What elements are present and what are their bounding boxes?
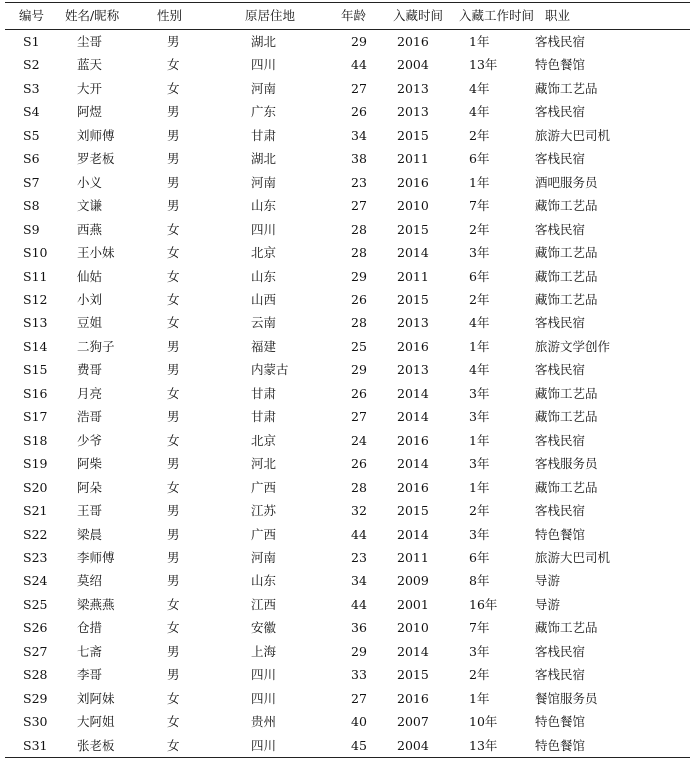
cell-gender: 女 (167, 620, 180, 636)
cell-id: S15 (23, 362, 48, 378)
cell-work-duration: 4年 (469, 104, 490, 120)
cell-work-duration: 4年 (469, 362, 490, 378)
table-body (5, 30, 690, 758)
header-work-duration: 入藏工作时间 (459, 3, 523, 30)
cell-occupation: 旅游文学创作 (535, 338, 611, 354)
cell-name: 月亮 (77, 385, 103, 401)
cell-id: S7 (23, 174, 40, 190)
cell-age: 45 (351, 737, 367, 753)
cell-id: S16 (23, 385, 48, 401)
cell-entry-year: 2016 (397, 479, 429, 495)
cell-origin: 上海 (251, 643, 277, 659)
cell-name: 豆姐 (77, 315, 103, 331)
cell-occupation: 藏饰工艺品 (535, 479, 598, 495)
cell-gender: 男 (167, 503, 180, 519)
header-occupation: 职业 (523, 3, 690, 30)
cell-name: 浩哥 (77, 409, 103, 425)
cell-id: S8 (23, 198, 40, 214)
table-row (5, 452, 690, 475)
cell-occupation: 特色餐馆 (535, 526, 586, 542)
cell-work-duration: 1年 (469, 432, 490, 448)
cell-origin: 四川 (251, 667, 277, 683)
cell-work-duration: 7年 (469, 198, 490, 214)
cell-name: 王哥 (77, 503, 103, 519)
table-row (5, 593, 690, 616)
cell-id: S29 (23, 690, 48, 706)
cell-occupation: 导游 (535, 573, 561, 589)
cell-gender: 男 (167, 174, 180, 190)
cell-work-duration: 2年 (469, 221, 490, 237)
cell-age: 34 (351, 127, 367, 143)
table-row (5, 523, 690, 546)
cell-name: 西燕 (77, 221, 103, 237)
cell-entry-year: 2014 (397, 409, 429, 425)
cell-occupation: 客栈服务员 (535, 456, 598, 472)
table-row (5, 218, 690, 241)
table-row (5, 640, 690, 663)
cell-name: 大开 (77, 80, 103, 96)
cell-name: 梁燕燕 (77, 596, 115, 612)
cell-entry-year: 2015 (397, 291, 429, 307)
cell-id: S6 (23, 151, 40, 167)
cell-occupation: 导游 (535, 596, 561, 612)
cell-age: 38 (351, 151, 367, 167)
header-entry-year: 入藏时间 (393, 3, 459, 30)
cell-id: S9 (23, 221, 40, 237)
cell-work-duration: 3年 (469, 643, 490, 659)
cell-age: 29 (351, 34, 367, 49)
cell-gender: 女 (167, 80, 180, 96)
cell-gender: 女 (167, 714, 180, 730)
cell-entry-year: 2014 (397, 385, 429, 401)
cell-work-duration: 3年 (469, 409, 490, 425)
cell-entry-year: 2016 (397, 174, 429, 190)
cell-origin: 湖北 (251, 151, 277, 167)
cell-entry-year: 2010 (397, 198, 429, 214)
cell-entry-year: 2014 (397, 456, 429, 472)
cell-occupation: 特色餐馆 (535, 714, 586, 730)
cell-id: S13 (23, 315, 48, 331)
cell-age: 29 (351, 643, 367, 659)
cell-work-duration: 1年 (469, 338, 490, 354)
cell-occupation: 藏饰工艺品 (535, 80, 598, 96)
cell-occupation: 客栈民宿 (535, 104, 586, 120)
cell-id: S25 (23, 596, 48, 612)
cell-name: 小义 (77, 174, 103, 190)
cell-occupation: 客栈民宿 (535, 151, 586, 167)
cell-age: 33 (351, 667, 367, 683)
cell-entry-year: 2016 (397, 338, 429, 354)
cell-entry-year: 2015 (397, 667, 429, 683)
cell-name: 刘阿妹 (77, 690, 115, 706)
cell-occupation: 客栈民宿 (535, 432, 586, 448)
cell-id: S31 (23, 737, 48, 753)
table-row (5, 546, 690, 569)
cell-origin: 甘肃 (251, 385, 277, 401)
cell-age: 26 (351, 456, 367, 472)
cell-age: 24 (351, 432, 367, 448)
cell-age: 26 (351, 291, 367, 307)
table-row (5, 265, 690, 288)
table-row (5, 405, 690, 428)
cell-origin: 江西 (251, 596, 277, 612)
cell-work-duration: 7年 (469, 620, 490, 636)
cell-gender: 男 (167, 338, 180, 354)
cell-age: 34 (351, 573, 367, 589)
cell-gender: 男 (167, 198, 180, 214)
cell-gender: 女 (167, 737, 180, 753)
table-row (5, 335, 690, 358)
cell-origin: 广东 (251, 104, 277, 120)
table-row (5, 171, 690, 194)
cell-gender: 男 (167, 409, 180, 425)
cell-origin: 江苏 (251, 503, 277, 519)
cell-work-duration: 16年 (469, 596, 498, 612)
cell-gender: 男 (167, 104, 180, 120)
cell-occupation: 藏饰工艺品 (535, 291, 598, 307)
cell-occupation: 酒吧服务员 (535, 174, 598, 190)
cell-id: S4 (23, 104, 40, 120)
cell-gender: 男 (167, 549, 180, 565)
cell-id: S18 (23, 432, 48, 448)
cell-occupation: 旅游大巴司机 (535, 127, 611, 143)
cell-gender: 男 (167, 127, 180, 143)
cell-origin: 四川 (251, 737, 277, 753)
cell-work-duration: 2年 (469, 667, 490, 683)
cell-entry-year: 2013 (397, 315, 429, 331)
cell-id: S17 (23, 409, 48, 425)
cell-work-duration: 1年 (469, 690, 490, 706)
cell-entry-year: 2010 (397, 620, 429, 636)
cell-work-duration: 2年 (469, 127, 490, 143)
cell-work-duration: 1年 (469, 479, 490, 495)
cell-occupation: 客栈民宿 (535, 643, 586, 659)
header-gender: 性别 (157, 3, 245, 30)
cell-work-duration: 1年 (469, 174, 490, 190)
cell-origin: 四川 (251, 690, 277, 706)
cell-occupation: 客栈民宿 (535, 34, 586, 49)
cell-entry-year: 2004 (397, 737, 429, 753)
cell-age: 28 (351, 221, 367, 237)
table-row (5, 616, 690, 639)
cell-entry-year: 2011 (397, 549, 429, 565)
cell-name: 费哥 (77, 362, 103, 378)
cell-occupation: 客栈民宿 (535, 221, 586, 237)
cell-name: 七斋 (77, 643, 103, 659)
cell-age: 29 (351, 268, 367, 284)
cell-work-duration: 4年 (469, 80, 490, 96)
cell-entry-year: 2015 (397, 221, 429, 237)
cell-work-duration: 3年 (469, 245, 490, 261)
cell-entry-year: 2016 (397, 690, 429, 706)
cell-occupation: 藏饰工艺品 (535, 198, 598, 214)
cell-entry-year: 2014 (397, 526, 429, 542)
cell-id: S23 (23, 549, 48, 565)
cell-occupation: 旅游大巴司机 (535, 549, 611, 565)
cell-gender: 男 (167, 362, 180, 378)
cell-gender: 女 (167, 596, 180, 612)
table-row (5, 288, 690, 311)
cell-gender: 男 (167, 643, 180, 659)
cell-origin: 贵州 (251, 714, 277, 730)
cell-name: 王小妹 (77, 245, 115, 261)
cell-name: 阿煜 (77, 104, 103, 120)
table-header (5, 3, 690, 30)
cell-work-duration: 6年 (469, 549, 490, 565)
cell-age: 23 (351, 174, 367, 190)
cell-gender: 男 (167, 667, 180, 683)
cell-gender: 女 (167, 221, 180, 237)
cell-origin: 山东 (251, 198, 277, 214)
cell-id: S21 (23, 503, 48, 519)
cell-origin: 河南 (251, 549, 277, 565)
cell-id: S28 (23, 667, 48, 683)
table-row (5, 734, 690, 757)
cell-id: S20 (23, 479, 48, 495)
cell-gender: 女 (167, 690, 180, 706)
cell-gender: 男 (167, 151, 180, 167)
cell-entry-year: 2015 (397, 503, 429, 519)
cell-age: 28 (351, 479, 367, 495)
cell-origin: 北京 (251, 245, 277, 261)
cell-id: S3 (23, 80, 40, 96)
cell-name: 李哥 (77, 667, 103, 683)
cell-age: 44 (351, 57, 367, 73)
cell-name: 大阿姐 (77, 714, 115, 730)
cell-age: 32 (351, 503, 367, 519)
cell-entry-year: 2013 (397, 104, 429, 120)
cell-age: 28 (351, 315, 367, 331)
cell-occupation: 藏饰工艺品 (535, 385, 598, 401)
table-row (5, 53, 690, 76)
cell-age: 27 (351, 80, 367, 96)
cell-entry-year: 2015 (397, 127, 429, 143)
table-row (5, 476, 690, 499)
cell-age: 40 (351, 714, 367, 730)
cell-origin: 河南 (251, 80, 277, 96)
data-table (5, 3, 690, 757)
cell-origin: 湖北 (251, 34, 277, 49)
cell-name: 二狗子 (77, 338, 115, 354)
cell-gender: 男 (167, 526, 180, 542)
cell-gender: 男 (167, 34, 180, 49)
cell-id: S26 (23, 620, 48, 636)
table-row (5, 429, 690, 452)
cell-age: 27 (351, 409, 367, 425)
cell-name: 小刘 (77, 291, 103, 307)
cell-work-duration: 4年 (469, 315, 490, 331)
table-row (5, 663, 690, 686)
cell-origin: 内蒙古 (251, 362, 289, 378)
cell-origin: 河南 (251, 174, 277, 190)
cell-age: 28 (351, 245, 367, 261)
header-origin: 原居住地 (245, 3, 333, 30)
cell-id: S27 (23, 643, 48, 659)
cell-name: 莫绍 (77, 573, 103, 589)
table-row (5, 710, 690, 733)
cell-gender: 女 (167, 315, 180, 331)
table-row (5, 30, 690, 54)
table-row (5, 687, 690, 710)
cell-name: 文谦 (77, 198, 103, 214)
cell-entry-year: 2013 (397, 80, 429, 96)
cell-name: 阿朵 (77, 479, 103, 495)
cell-origin: 北京 (251, 432, 277, 448)
table-row (5, 311, 690, 334)
cell-occupation: 藏饰工艺品 (535, 268, 598, 284)
cell-entry-year: 2004 (397, 57, 429, 73)
cell-name: 仙姑 (77, 268, 103, 284)
cell-name: 少爷 (77, 432, 103, 448)
cell-age: 23 (351, 549, 367, 565)
cell-name: 尘哥 (77, 34, 103, 49)
cell-work-duration: 6年 (469, 268, 490, 284)
cell-work-duration: 13年 (469, 57, 498, 73)
cell-name: 仓措 (77, 620, 103, 636)
cell-id: S12 (23, 291, 48, 307)
header-age: 年龄 (333, 3, 393, 30)
cell-age: 26 (351, 104, 367, 120)
cell-age: 26 (351, 385, 367, 401)
cell-gender: 男 (167, 456, 180, 472)
cell-name: 李师傅 (77, 549, 115, 565)
cell-origin: 山东 (251, 573, 277, 589)
cell-occupation: 特色餐馆 (535, 737, 586, 753)
cell-age: 44 (351, 596, 367, 612)
cell-work-duration: 1年 (469, 34, 490, 49)
cell-work-duration: 2年 (469, 291, 490, 307)
cell-gender: 女 (167, 291, 180, 307)
cell-gender: 女 (167, 385, 180, 401)
cell-age: 29 (351, 362, 367, 378)
cell-work-duration: 13年 (469, 737, 498, 753)
cell-origin: 福建 (251, 338, 277, 354)
cell-origin: 河北 (251, 456, 277, 472)
cell-entry-year: 2013 (397, 362, 429, 378)
cell-entry-year: 2007 (397, 714, 429, 730)
table-row (5, 77, 690, 100)
table-row (5, 147, 690, 170)
cell-name: 罗老板 (77, 151, 115, 167)
cell-age: 44 (351, 526, 367, 542)
cell-gender: 男 (167, 573, 180, 589)
cell-occupation: 餐馆服务员 (535, 690, 598, 706)
cell-occupation: 客栈民宿 (535, 315, 586, 331)
cell-occupation: 客栈民宿 (535, 503, 586, 519)
table-row (5, 382, 690, 405)
cell-occupation: 客栈民宿 (535, 667, 586, 683)
cell-name: 梁晨 (77, 526, 103, 542)
cell-entry-year: 2011 (397, 268, 429, 284)
cell-origin: 山西 (251, 291, 277, 307)
cell-id: S22 (23, 526, 48, 542)
cell-origin: 甘肃 (251, 127, 277, 143)
cell-occupation: 藏饰工艺品 (535, 409, 598, 425)
cell-entry-year: 2011 (397, 151, 429, 167)
table-row (5, 569, 690, 592)
cell-age: 36 (351, 620, 367, 636)
cell-age: 25 (351, 338, 367, 354)
cell-origin: 广西 (251, 479, 277, 495)
cell-occupation: 特色餐馆 (535, 57, 586, 73)
cell-gender: 女 (167, 432, 180, 448)
cell-work-duration: 8年 (469, 573, 490, 589)
table-row (5, 100, 690, 123)
cell-origin: 甘肃 (251, 409, 277, 425)
cell-work-duration: 2年 (469, 503, 490, 519)
cell-id: S1 (23, 34, 40, 49)
cell-id: S10 (23, 245, 48, 261)
cell-entry-year: 2001 (397, 596, 429, 612)
cell-name: 张老板 (77, 737, 115, 753)
cell-entry-year: 2016 (397, 34, 429, 49)
cell-gender: 女 (167, 479, 180, 495)
cell-name: 刘师傅 (77, 127, 115, 143)
cell-id: S19 (23, 456, 48, 472)
cell-occupation: 藏饰工艺品 (535, 620, 598, 636)
cell-name: 阿柴 (77, 456, 103, 472)
cell-age: 27 (351, 690, 367, 706)
cell-work-duration: 3年 (469, 385, 490, 401)
cell-origin: 安徽 (251, 620, 277, 636)
cell-origin: 云南 (251, 315, 277, 331)
cell-entry-year: 2016 (397, 432, 429, 448)
cell-id: S14 (23, 338, 48, 354)
cell-work-duration: 3年 (469, 526, 490, 542)
table-row (5, 499, 690, 522)
cell-id: S5 (23, 127, 40, 143)
cell-gender: 女 (167, 268, 180, 284)
cell-occupation: 藏饰工艺品 (535, 245, 598, 261)
cell-id: S24 (23, 573, 48, 589)
table-row (5, 194, 690, 217)
interviewee-table (5, 2, 690, 758)
cell-origin: 山东 (251, 268, 277, 284)
header-row (5, 3, 690, 30)
header-id: 编号 (5, 3, 65, 30)
cell-id: S2 (23, 57, 40, 73)
cell-entry-year: 2014 (397, 245, 429, 261)
cell-id: S11 (23, 268, 48, 284)
cell-occupation: 客栈民宿 (535, 362, 586, 378)
cell-origin: 四川 (251, 57, 277, 73)
cell-work-duration: 10年 (469, 714, 498, 730)
cell-origin: 四川 (251, 221, 277, 237)
table-row (5, 358, 690, 381)
cell-origin: 广西 (251, 526, 277, 542)
cell-work-duration: 3年 (469, 456, 490, 472)
cell-age: 27 (351, 198, 367, 214)
cell-entry-year: 2014 (397, 643, 429, 659)
cell-gender: 女 (167, 245, 180, 261)
cell-work-duration: 6年 (469, 151, 490, 167)
table-row (5, 124, 690, 147)
cell-id: S30 (23, 714, 48, 730)
cell-name: 蓝天 (77, 57, 103, 73)
cell-gender: 女 (167, 57, 180, 73)
table-row (5, 241, 690, 264)
header-name: 姓名/昵称 (65, 3, 157, 30)
cell-entry-year: 2009 (397, 573, 429, 589)
